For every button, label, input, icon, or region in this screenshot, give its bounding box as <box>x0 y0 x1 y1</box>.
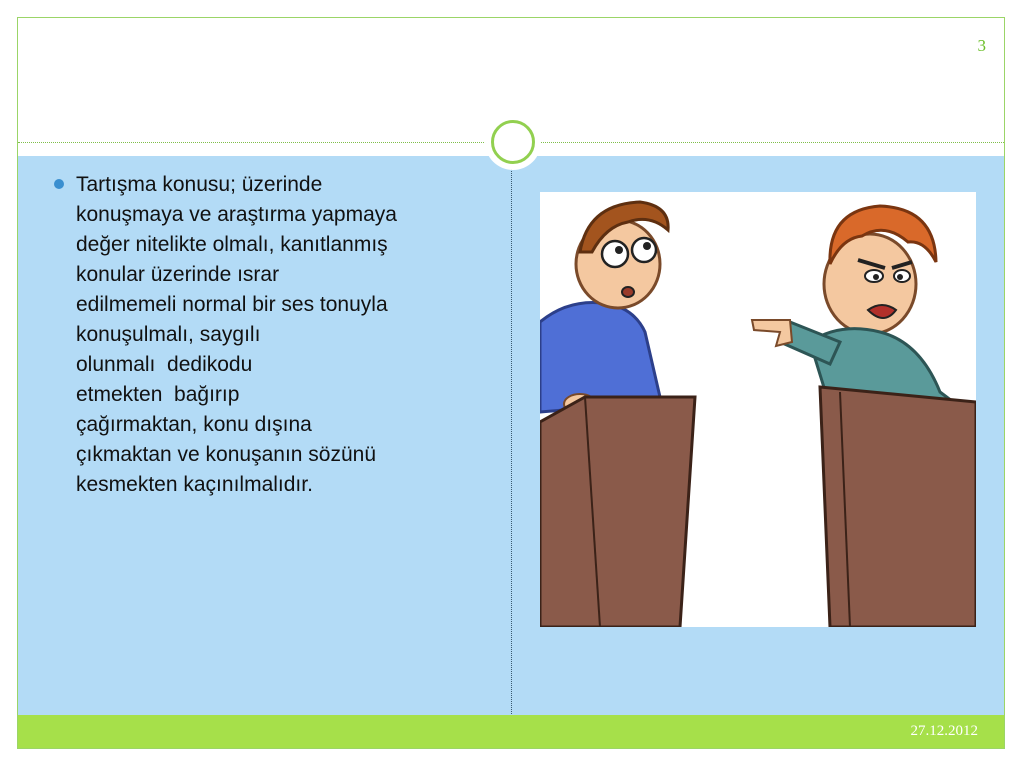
bullet-text-line: çağırmaktan, konu dışına <box>76 413 312 436</box>
bullet-text-line: konular üzerinde ısrar <box>76 263 280 286</box>
bullet-icon <box>54 179 64 189</box>
bullet-text-line: olunmalı dedikodu <box>76 353 253 376</box>
footer-bar <box>18 715 1004 748</box>
debate-cartoon-icon <box>540 192 976 627</box>
slide-number: 3 <box>977 36 986 55</box>
decorative-circle-icon <box>485 114 541 170</box>
decorative-ring <box>491 120 535 164</box>
column-divider <box>511 156 512 716</box>
bullet-text-line: Tartışma konusu; üzerinde <box>76 173 323 196</box>
bullet-text-line: etmekten bağırıp <box>76 383 240 406</box>
slide-frame <box>17 17 1005 749</box>
bullet-text-line: çıkmaktan ve konuşanın sözünü <box>76 443 377 466</box>
bullet-item <box>54 170 474 500</box>
bullet-text-line: konuşmaya ve araştırma yapmaya <box>76 203 397 226</box>
content-panel <box>18 156 1004 716</box>
bullet-text-line: edilmemeli normal bir ses tonuyla <box>76 293 388 316</box>
text-column <box>54 170 474 500</box>
footer-date: 27.12.2012 <box>910 723 978 739</box>
bullet-text-line: konuşulmalı, saygılı <box>76 323 261 346</box>
bullet-text-line: değer nitelikte olmalı, kanıtlanmış <box>76 233 388 256</box>
bullet-text-line: kesmekten kaçınılmalıdır. <box>76 473 313 496</box>
